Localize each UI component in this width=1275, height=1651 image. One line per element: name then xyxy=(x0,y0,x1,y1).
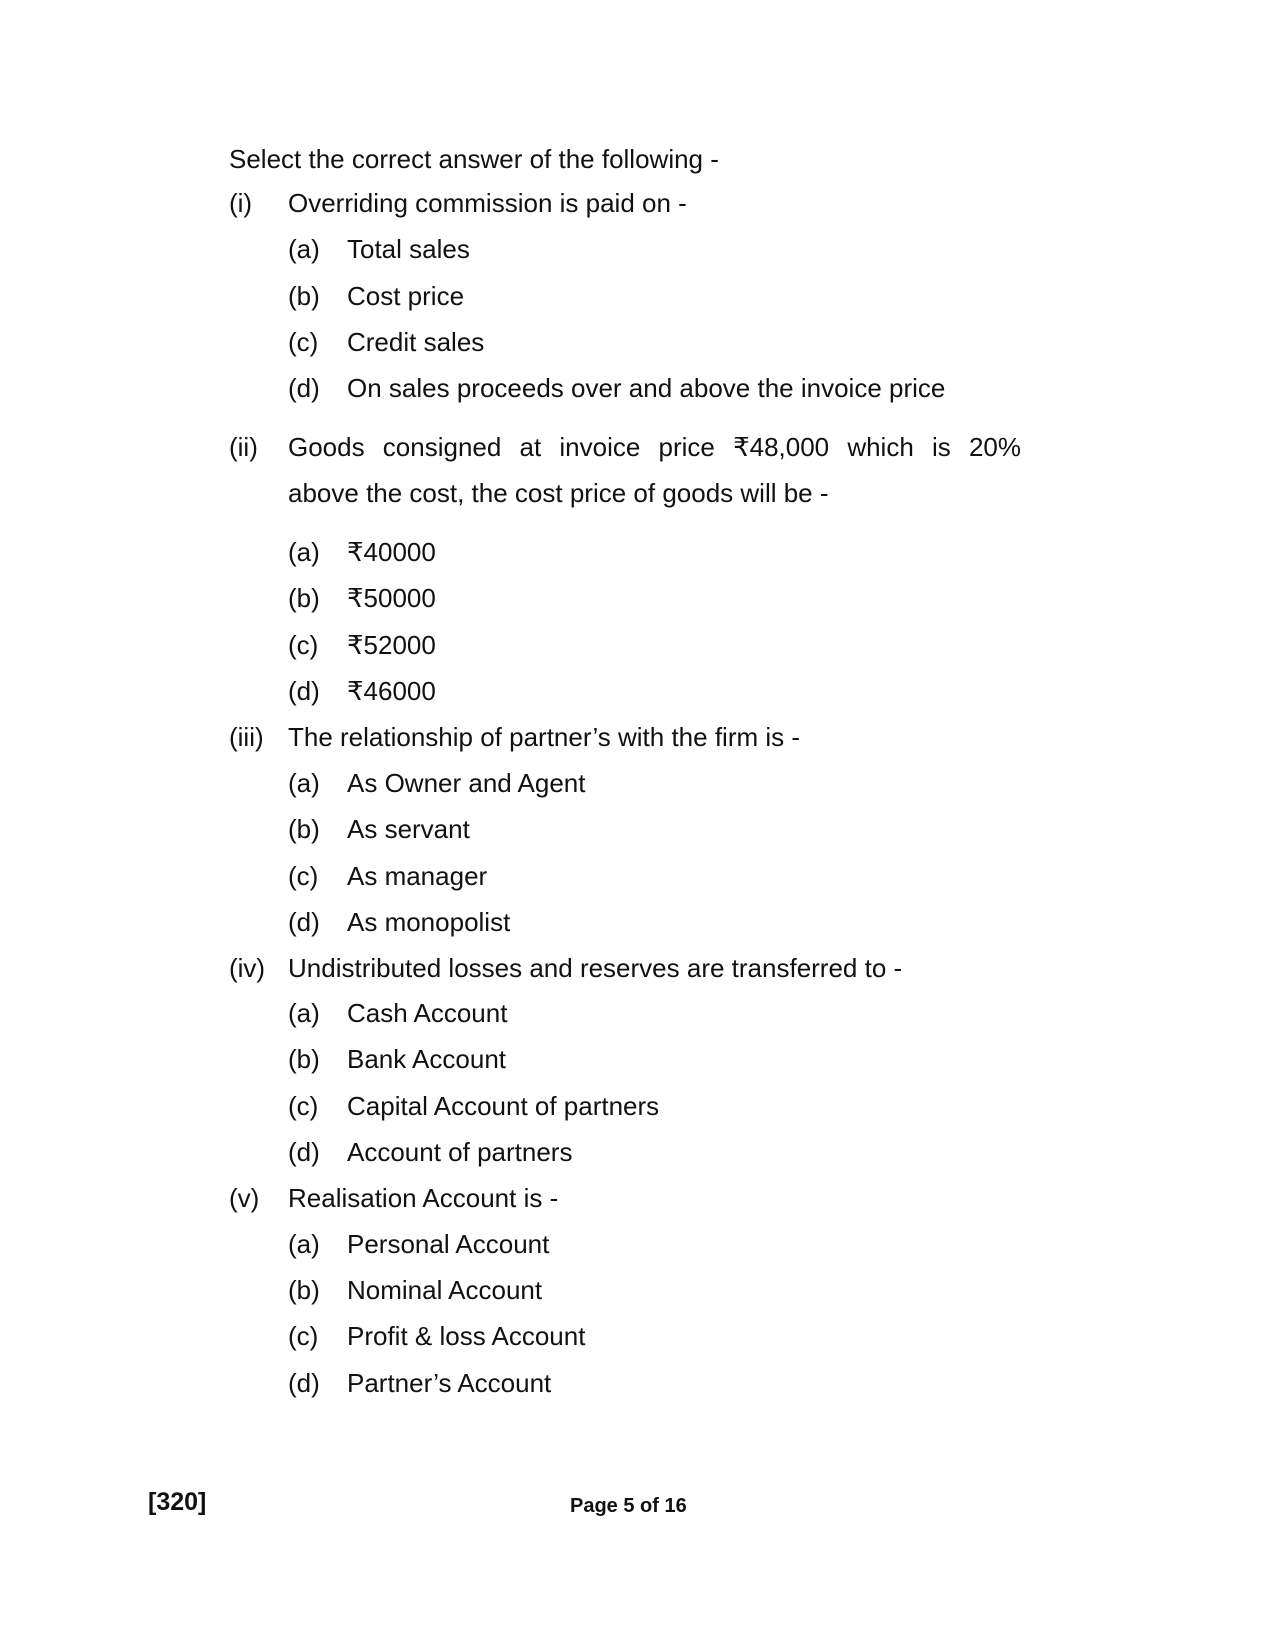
question-text: The relationship of partner’s with the firm is - xyxy=(288,722,801,752)
question-number: (v) xyxy=(229,1183,260,1213)
option-letter: (a) xyxy=(288,1229,320,1259)
option-letter: (b) xyxy=(288,1044,320,1074)
option-text: As servant xyxy=(347,814,470,844)
question-number: (i) xyxy=(229,188,253,218)
question-text: Realisation Account is - xyxy=(288,1183,559,1213)
option-letter: (a) xyxy=(288,537,320,567)
option-text: Personal Account xyxy=(347,1229,550,1259)
option-text: Total sales xyxy=(347,234,470,264)
option-letter: (b) xyxy=(288,814,320,844)
option-text: Cash Account xyxy=(347,998,508,1028)
option-letter: (a) xyxy=(288,768,320,798)
question-number: (iii) xyxy=(229,722,264,752)
option-text: Account of partners xyxy=(347,1137,573,1167)
option-letter: (d) xyxy=(288,676,320,706)
option-text: Bank Account xyxy=(347,1044,506,1074)
option-letter: (d) xyxy=(288,1137,320,1167)
option-letter: (d) xyxy=(288,907,320,937)
option-letter: (c) xyxy=(288,1091,319,1121)
option-text: ₹50000 xyxy=(347,583,436,613)
question-number: (iv) xyxy=(229,953,266,983)
option-text: Partner’s Account xyxy=(347,1368,552,1398)
question-text: Undistributed losses and reserves are transferred to - xyxy=(288,953,903,983)
option-text: As Owner and Agent xyxy=(347,768,586,798)
option-text: Credit sales xyxy=(347,327,485,357)
option-letter: (c) xyxy=(288,630,319,660)
option-text: ₹40000 xyxy=(347,537,436,567)
option-letter: (b) xyxy=(288,281,320,311)
paper-code: [320] xyxy=(148,1488,207,1516)
option-text: On sales proceeds over and above the invoice price xyxy=(347,373,946,403)
option-letter: (d) xyxy=(288,1368,320,1398)
option-letter: (b) xyxy=(288,1275,320,1305)
question-number: (ii) xyxy=(229,432,258,462)
option-letter: (c) xyxy=(288,327,319,357)
option-text: Capital Account of partners xyxy=(347,1091,660,1121)
question-text: Overriding commission is paid on - xyxy=(288,188,687,218)
question-text-line-1: Goods consigned at invoice price ₹48,000 which is 20% xyxy=(288,432,1021,462)
option-text: Profit & loss Account xyxy=(347,1321,586,1351)
option-text: ₹52000 xyxy=(347,630,436,660)
option-letter: (a) xyxy=(288,234,320,264)
option-text: As manager xyxy=(347,861,488,891)
page-number: Page 5 of 16 xyxy=(570,1495,687,1517)
option-letter: (a) xyxy=(288,998,320,1028)
option-text: Cost price xyxy=(347,281,465,311)
option-letter: (b) xyxy=(288,583,320,613)
option-text: Nominal Account xyxy=(347,1275,543,1305)
question-text-line-2: above the cost, the cost price of goods will be - xyxy=(288,478,829,508)
option-letter: (d) xyxy=(288,373,320,403)
instruction-text: Select the correct answer of the following - xyxy=(229,144,719,174)
option-letter: (c) xyxy=(288,1321,319,1351)
option-text: As monopolist xyxy=(347,907,511,937)
option-text: ₹46000 xyxy=(347,676,436,706)
option-letter: (c) xyxy=(288,861,319,891)
